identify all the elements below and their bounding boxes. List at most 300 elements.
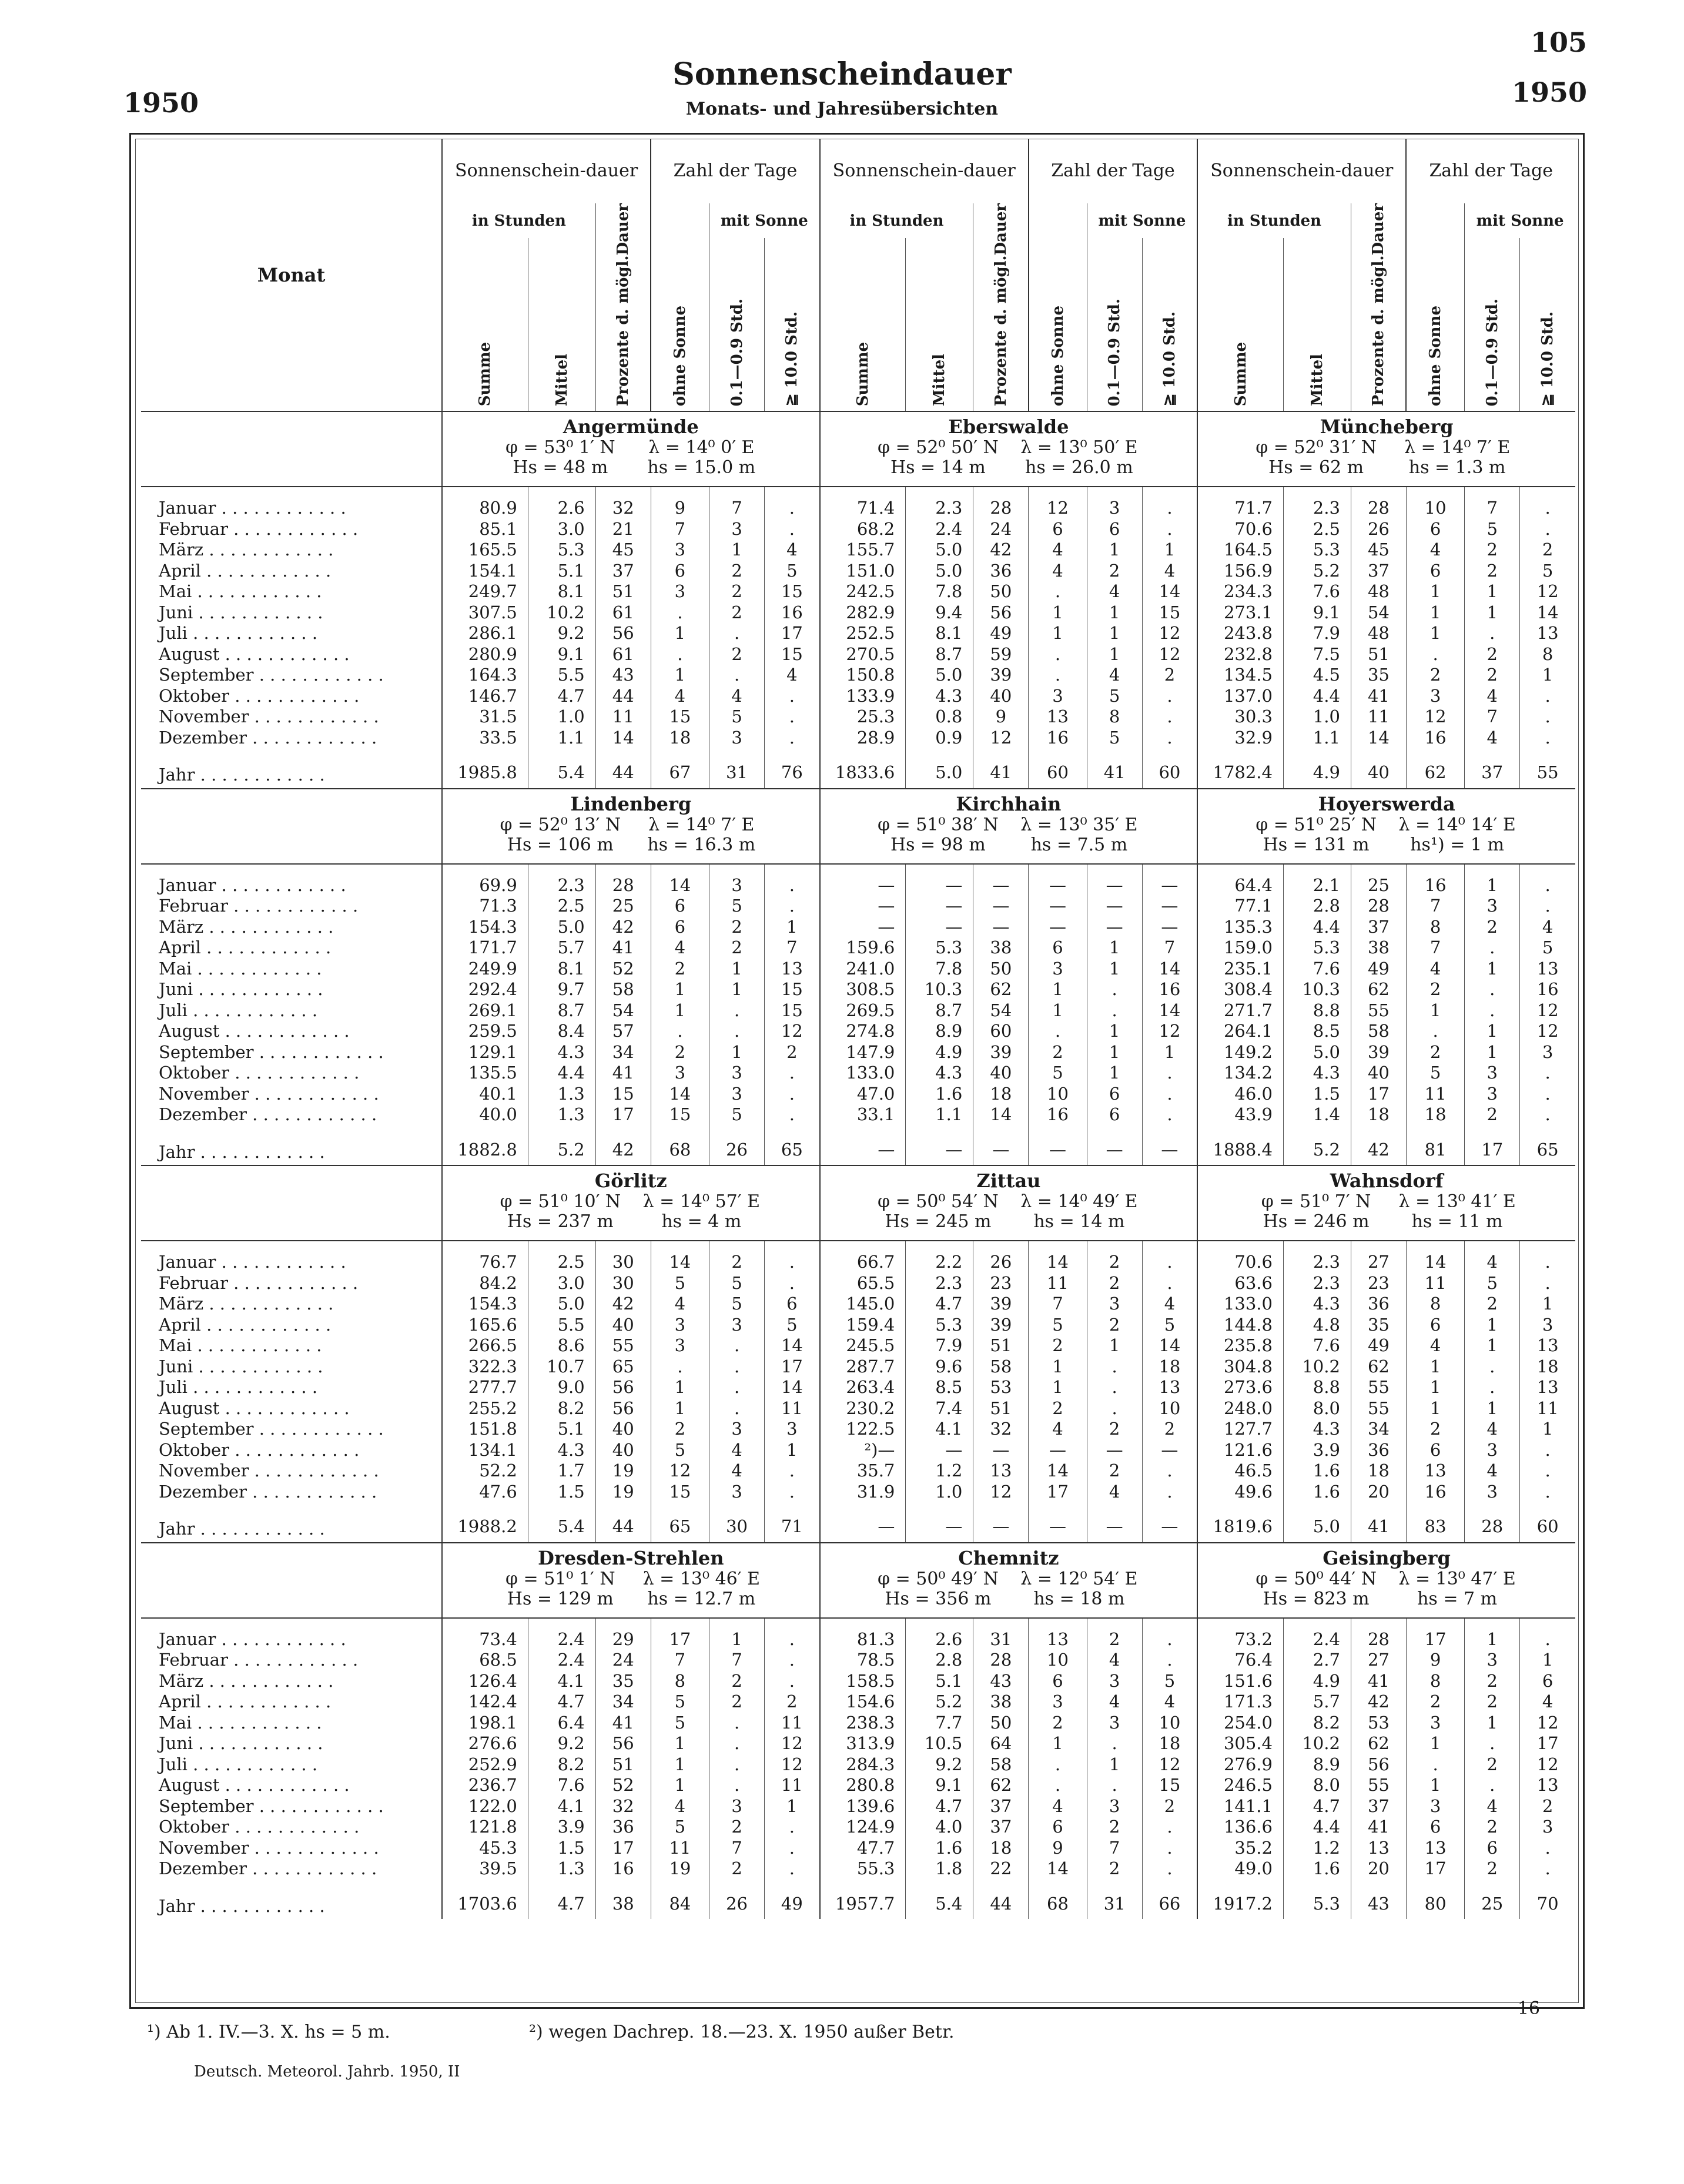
spacer-cell [1283,864,1351,875]
column-header-prozente [595,203,651,411]
table-cell: 14 [765,1377,820,1398]
table-cell: 3.0 [528,1273,595,1294]
table-cell: 70.6 [1197,519,1283,540]
station-name-row [141,789,1575,815]
page-title: Sonnenscheindauer [672,56,1012,92]
table-cell: 7 [709,498,765,519]
table-cell: 3.9 [1283,1440,1351,1461]
table-cell: 40 [595,1315,651,1336]
table-cell: 3 [709,519,765,540]
table-cell: 284.3 [820,1754,906,1776]
station-coords [820,438,1198,458]
table-cell: 1 [1087,1754,1142,1776]
spacer-cell [1406,1618,1464,1629]
station-sensor-height: hs = 4 m [661,1211,742,1232]
month-label: Oktober . . . . . . . . . . . . [159,1063,360,1083]
table-cell: 3 [1029,686,1087,707]
table-cell: 1 [765,917,820,938]
table-cell: . [651,644,709,665]
table-cell: . [709,1398,765,1419]
table-cell: 5 [1520,937,1575,959]
table-cell: 1.3 [528,1858,595,1880]
coord-label-empty [141,438,442,458]
station-longitude: λ = 12⁰ 54′ E [1020,1568,1138,1589]
table-cell: 5.3 [1283,937,1351,959]
table-cell: 16 [1029,1104,1087,1126]
table-cell: 21 [595,519,651,540]
station-heights [1197,835,1575,864]
table-cell: 34 [595,1691,651,1713]
table-cell: 11 [651,1838,709,1859]
table-cell: 235.1 [1197,959,1283,980]
table-cell: 2 [1142,1796,1197,1817]
table-cell: 4 [1406,959,1464,980]
table-cell: . [1087,979,1142,1000]
table-cell: 8.2 [528,1754,595,1776]
table-cell: — [906,1440,973,1461]
spacer-cell [595,1618,651,1629]
table-cell: 2 [1142,1419,1197,1440]
table-cell: 2 [1087,1273,1142,1294]
year-total-cell: 41 [973,748,1029,789]
table-cell: 2 [1465,561,1520,582]
table-cell: 42 [595,1294,651,1315]
table-cell: 13 [1406,1838,1464,1859]
prozente-label: Prozente d. mögl.Dauer [614,203,632,407]
table-cell: 8.0 [1283,1775,1351,1796]
table-row [141,1671,1575,1692]
table-cell: 2 [1142,665,1197,686]
table-cell: 46.5 [1197,1461,1283,1482]
table-cell: 2.3 [1283,1273,1351,1294]
table-cell: 4 [1029,1419,1087,1440]
table-cell: 5 [651,1440,709,1461]
month-label: Juni . . . . . . . . . . . . [159,1733,323,1754]
table-cell: 1.8 [906,1858,973,1880]
table-cell: — [973,1440,1029,1461]
table-row [141,1713,1575,1734]
spacer-cell [765,1241,820,1252]
table-cell: 5 [765,1315,820,1336]
station-latitude: φ = 51⁰ 7′ N [1261,1191,1371,1212]
table-cell: 37 [1351,1796,1406,1817]
year-total-row [141,1502,1575,1543]
table-cell: 5.3 [906,937,973,959]
table-cell: 273.6 [1197,1377,1283,1398]
table-cell: . [1520,1629,1575,1650]
table-cell: 2 [1087,1419,1142,1440]
station-barometer-height: Hs = 129 m [507,1588,614,1609]
table-cell: 13 [1520,959,1575,980]
table-cell: 198.1 [442,1713,528,1734]
month-label: September . . . . . . . . . . . . [159,665,384,685]
table-cell: 1 [1087,1042,1142,1063]
table-cell: 12 [1142,1754,1197,1776]
table-cell: 1 [1029,979,1087,1000]
table-cell: . [1142,1650,1197,1671]
table-cell: 16 [1142,979,1197,1000]
column-header-col-01_09 [1465,238,1520,411]
month-label: Juli . . . . . . . . . . . . [159,623,318,644]
column-header-col-10 [765,238,820,411]
year-total-cell: 5.0 [906,748,973,789]
table-cell: 3 [651,1315,709,1336]
month-label: Februar . . . . . . . . . . . . [159,518,359,539]
table-cell: 252.9 [442,1754,528,1776]
table-cell: 48 [1351,623,1406,644]
spacer-cell [1029,864,1087,875]
table-cell: 25.3 [820,706,906,728]
table-cell: 49.6 [1197,1482,1283,1503]
table-cell: . [709,1000,765,1021]
month-label: November . . . . . . . . . . . . [159,706,379,727]
table-cell: 36 [1351,1294,1406,1315]
table-cell: — [906,875,973,896]
table-cell: 304.8 [1197,1356,1283,1378]
station-row-label-empty [141,411,442,438]
table-cell: — [1087,917,1142,938]
spacer-cell [1520,864,1575,875]
table-cell: 12 [1520,1021,1575,1042]
table-cell: 3 [1465,1063,1520,1084]
table-cell: 4 [1465,1419,1520,1440]
spacer-cell [1029,1618,1087,1629]
month-label: September . . . . . . . . . . . . [159,1419,384,1439]
table-cell: 2 [1087,1252,1142,1273]
table-cell: 1 [1406,1733,1464,1754]
month-label: Juli . . . . . . . . . . . . [159,1754,318,1774]
table-cell: 5 [709,896,765,917]
table-cell: 55 [1351,1377,1406,1398]
station-sensor-height: hs = 26.0 m [1025,457,1133,478]
station-barometer-height: Hs = 237 m [507,1211,614,1232]
table-cell: . [709,1713,765,1734]
table-cell: . [1142,1629,1197,1650]
table-cell: 18 [1351,1104,1406,1126]
table-cell: 32 [595,1796,651,1817]
table-cell: 1 [1520,1650,1575,1671]
month-label: Februar . . . . . . . . . . . . [159,896,359,916]
table-cell: 51 [595,581,651,602]
table-cell: 3 [709,1063,765,1084]
year-total-cell: 37 [1465,748,1520,789]
col-01_09-label: 0.1—0.9 Std. [728,298,746,407]
station-coords [442,815,820,835]
table-cell: 273.1 [1197,602,1283,624]
table-cell: 4.3 [1283,1294,1351,1315]
year-right: 1950 [1511,76,1587,108]
block-spacer [141,1618,1575,1629]
station-coords [1197,438,1575,458]
table-cell: — [820,917,906,938]
table-row [141,1775,1575,1796]
spacer-cell [1351,864,1406,875]
year-total-cell: 80 [1406,1880,1464,1920]
year-total-cell: 31 [1087,1880,1142,1920]
table-cell: . [1029,665,1087,686]
table-cell: 1 [1087,602,1142,624]
table-cell: 55.3 [820,1858,906,1880]
col-01_09-label: 0.1—0.9 Std. [1106,298,1124,407]
table-row [141,561,1575,582]
table-cell: 3 [1520,1817,1575,1838]
table-cell: 6 [1406,1315,1464,1336]
table-cell: 2 [651,959,709,980]
table-cell: 9.2 [528,623,595,644]
table-cell: 7 [1087,1838,1142,1859]
station-coords [820,1569,1198,1589]
table-cell: . [765,875,820,896]
table-cell: 18 [1142,1733,1197,1754]
year-total-cell: 70 [1520,1880,1575,1920]
table-cell: 3 [1087,1671,1142,1692]
table-row [141,1629,1575,1650]
station-height-row [141,835,1575,864]
block-spacer [141,487,1575,498]
table-cell: 269.1 [442,1000,528,1021]
table-cell: 4.7 [906,1796,973,1817]
table-cell: 6 [1465,1838,1520,1859]
table-cell: 85.1 [442,519,528,540]
table-cell: 30.3 [1197,706,1283,728]
month-label: Mai . . . . . . . . . . . . [159,581,322,602]
table-cell: 2 [1087,1461,1142,1482]
table-cell: . [765,1084,820,1105]
station-latitude: φ = 50⁰ 54′ N [878,1191,999,1212]
table-cell: 8 [1406,917,1464,938]
table-cell: 10.2 [528,602,595,624]
station-latitude: φ = 53⁰ 1′ N [505,437,615,458]
table-cell: . [765,1482,820,1503]
table-cell: 18 [973,1838,1029,1859]
table-cell: — [1029,917,1087,938]
summe-label: Summe [854,341,872,407]
table-cell: 14 [765,1335,820,1356]
table-cell: 37 [595,561,651,582]
table-cell: 1.4 [1283,1104,1351,1126]
table-cell: 122.0 [442,1796,528,1817]
spacer-cell [1283,1241,1351,1252]
station-coords [1197,815,1575,835]
station-name: Müncheberg [1197,411,1575,438]
table-cell: . [1142,519,1197,540]
table-cell: 1 [1465,602,1520,624]
table-cell: . [651,1021,709,1042]
spacer-cell [651,487,709,498]
table-cell: 13 [1351,1838,1406,1859]
table-cell: 2 [1406,979,1464,1000]
column-header-mittel [906,238,973,411]
table-cell: 48 [1351,581,1406,602]
table-row [141,1691,1575,1713]
table-row [141,1650,1575,1671]
table-cell: 39.5 [442,1858,528,1880]
table-cell: 55 [595,1335,651,1356]
ohne-sonne-label: ohne Sonne [1427,305,1445,407]
table-cell: 242.5 [820,581,906,602]
table-cell: 41 [1351,1817,1406,1838]
table-cell: . [1142,1273,1197,1294]
table-cell: 43.9 [1197,1104,1283,1126]
year-label: Jahr . . . . . . . . . . . . [159,1519,325,1539]
spacer-cell [651,1241,709,1252]
table-cell: 78.5 [820,1650,906,1671]
table-cell: . [1465,1000,1520,1021]
table-cell: — [820,896,906,917]
table-cell: 58 [973,1356,1029,1378]
table-cell: 27 [1351,1252,1406,1273]
table-cell: 16 [1406,1482,1464,1503]
table-cell: 308.5 [820,979,906,1000]
table-row [141,665,1575,686]
table-cell: . [1465,623,1520,644]
station-longitude: λ = 13⁰ 46′ E [642,1568,760,1589]
table-cell: 56 [595,1733,651,1754]
mittel-label: Mittel [553,354,571,407]
table-cell: 11 [765,1775,820,1796]
table-cell: 8.2 [528,1398,595,1419]
table-cell: 32 [595,498,651,519]
table-cell: 4 [1465,1796,1520,1817]
table-cell: 2 [1029,1398,1087,1419]
table-cell: . [1520,706,1575,728]
table-cell: 54 [595,1000,651,1021]
table-cell: 2.5 [1283,519,1351,540]
mittel-label: Mittel [930,354,949,407]
table-cell: 17 [1029,1482,1087,1503]
table-cell: 33.1 [820,1104,906,1126]
station-longitude: λ = 13⁰ 50′ E [1020,437,1138,458]
table-cell: 7.6 [1283,959,1351,980]
table-cell: 5.3 [1283,540,1351,561]
station-heights [820,835,1198,864]
table-cell: 232.8 [1197,644,1283,665]
table-cell: . [1520,498,1575,519]
table-cell: 4.9 [1283,1671,1351,1692]
month-label: März . . . . . . . . . . . . [159,1670,334,1691]
year-total-cell: 65 [765,1126,820,1166]
table-cell: 286.1 [442,623,528,644]
table-cell: 2.4 [1283,1629,1351,1650]
table-cell: 7 [651,519,709,540]
station-latitude: φ = 52⁰ 50′ N [878,437,999,458]
table-row [141,1042,1575,1063]
table-cell: 56 [1351,1754,1406,1776]
table-cell: 38 [973,1691,1029,1713]
table-cell: . [765,1461,820,1482]
table-cell: 1 [765,1440,820,1461]
table-row [141,602,1575,624]
station-coords [1197,1569,1575,1589]
table-cell: 4 [651,1294,709,1315]
station-name-row [141,1543,1575,1569]
year-total-cell: 41 [1351,1502,1406,1543]
table-cell: 2 [1465,1858,1520,1880]
station-sensor-height: hs = 16.3 m [647,834,756,855]
table-cell: 3 [1087,1713,1142,1734]
table-cell: 159.6 [820,937,906,959]
block-spacer [141,1241,1575,1252]
station-barometer-height: Hs = 14 m [890,457,986,478]
table-cell: 12 [1406,706,1464,728]
table-cell: 270.5 [820,644,906,665]
table-cell: 147.9 [820,1042,906,1063]
table-cell: 7 [1029,1294,1087,1315]
table-cell: 8.5 [1283,1021,1351,1042]
table-cell: 12 [1520,1713,1575,1734]
table-cell: 1 [1087,959,1142,980]
table-cell: 4 [1142,1691,1197,1713]
year-total-cell: 38 [595,1880,651,1920]
table-cell: 4.3 [528,1440,595,1461]
spacer-cell [1351,1241,1406,1252]
table-cell: 322.3 [442,1356,528,1378]
table-cell: 7.8 [906,581,973,602]
table-cell: 11 [1351,706,1406,728]
month-label: April . . . . . . . . . . . . [159,1691,332,1712]
table-cell: 171.7 [442,937,528,959]
month-label: Dezember . . . . . . . . . . . . [159,727,377,748]
table-cell: 15 [1142,602,1197,624]
table-cell: 7.6 [528,1775,595,1796]
table-cell: 2 [709,1691,765,1713]
table-cell: 11 [765,1398,820,1419]
table-row [141,728,1575,749]
table-row [141,1294,1575,1315]
table-cell: 14 [1029,1858,1087,1880]
year-total-cell: 5.4 [906,1880,973,1920]
table-cell: 13 [1142,1377,1197,1398]
table-cell: . [1142,1817,1197,1838]
column-header-col-10 [1142,238,1197,411]
year-total-cell: 83 [1406,1502,1464,1543]
table-cell: 135.5 [442,1063,528,1084]
table-cell: 1 [651,1775,709,1796]
table-cell: 1.6 [906,1838,973,1859]
year-total-cell: 25 [1465,1880,1520,1920]
table-cell: 1 [1465,1629,1520,1650]
table-cell: 35 [1351,665,1406,686]
table-cell: 49 [1351,959,1406,980]
table-cell: . [1087,1733,1142,1754]
table-cell: 9.1 [906,1775,973,1796]
station-latitude: φ = 51⁰ 38′ N [878,814,999,835]
table-cell: 6 [1029,1671,1087,1692]
month-label: Juli . . . . . . . . . . . . [159,1000,318,1020]
station-heights [820,1212,1198,1241]
year-total-cell: 60 [1029,748,1087,789]
table-cell: 135.3 [1197,917,1283,938]
spacer-cell [651,864,709,875]
table-cell: 154.6 [820,1691,906,1713]
year-total-cell: 1888.4 [1197,1126,1283,1166]
station-coords [442,1192,820,1212]
spacer-cell [595,864,651,875]
table-cell: 2.7 [1283,1650,1351,1671]
spacer-cell [1351,1618,1406,1629]
table-cell: 57 [595,1021,651,1042]
table-cell: 13 [1029,706,1087,728]
table-cell: 2 [709,1671,765,1692]
column-header-in-stunden: in Stunden [1197,203,1351,238]
table-cell: 19 [595,1461,651,1482]
table-cell: 4.3 [906,686,973,707]
month-label: Dezember . . . . . . . . . . . . [159,1104,377,1125]
table-cell: 6 [1029,1817,1087,1838]
table-cell: 3 [1406,1796,1464,1817]
table-cell: 9 [651,498,709,519]
table-row [141,1252,1575,1273]
